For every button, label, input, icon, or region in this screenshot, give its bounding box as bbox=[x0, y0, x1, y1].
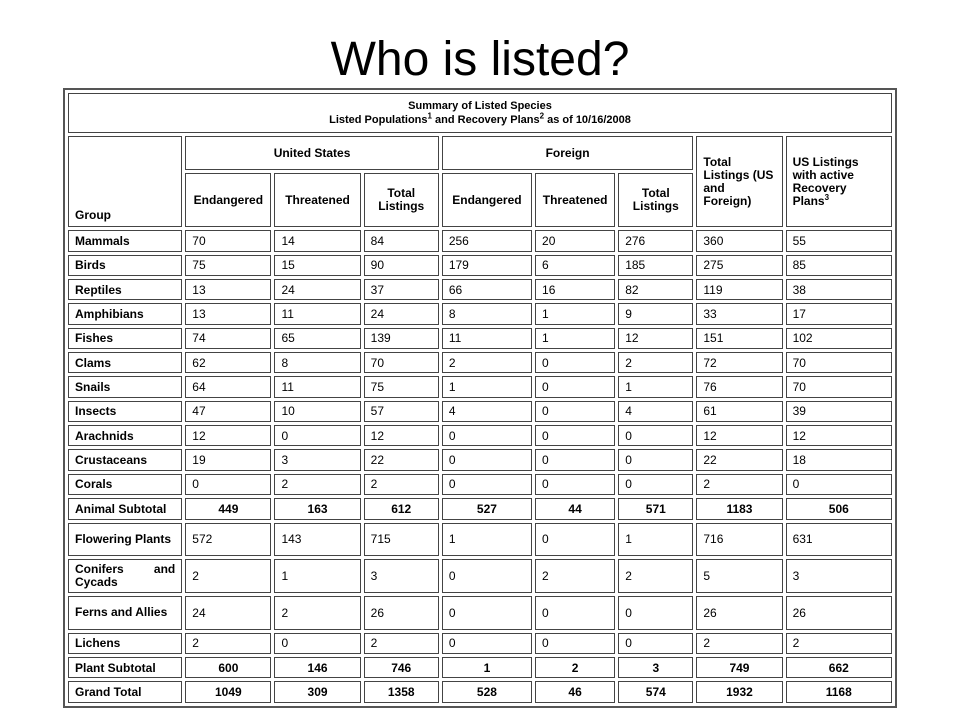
table-cell: 746 bbox=[364, 657, 439, 678]
table-cell: 44 bbox=[535, 498, 615, 519]
row-group-label: Corals bbox=[68, 474, 182, 495]
table-cell: 1 bbox=[442, 376, 532, 397]
table-row bbox=[68, 449, 892, 470]
table-cell: 2 bbox=[185, 633, 271, 654]
table-cell: 82 bbox=[618, 279, 693, 300]
table-cell: 0 bbox=[442, 425, 532, 446]
table-cell: 0 bbox=[535, 425, 615, 446]
table-cell: 1 bbox=[535, 303, 615, 324]
table-cell: 2 bbox=[185, 559, 271, 593]
table-cell: 276 bbox=[618, 230, 693, 251]
table-cell: 1932 bbox=[696, 681, 782, 703]
table-cell: 24 bbox=[274, 279, 360, 300]
row-group-label: Snails bbox=[68, 376, 182, 397]
row-group-label: Animal Subtotal bbox=[68, 498, 182, 519]
table-row bbox=[68, 401, 892, 422]
table-row bbox=[68, 498, 892, 519]
table-cell: 26 bbox=[364, 596, 439, 630]
table-cell: 84 bbox=[364, 230, 439, 251]
table-cell: 22 bbox=[696, 449, 782, 470]
table-cell: 15 bbox=[274, 255, 360, 276]
table-row bbox=[68, 279, 892, 300]
table-cell: 1 bbox=[442, 523, 532, 557]
table-cell: 256 bbox=[442, 230, 532, 251]
table-cell: 57 bbox=[364, 401, 439, 422]
table-cell: 0 bbox=[786, 474, 892, 495]
row-group-label: Grand Total bbox=[68, 681, 182, 703]
table-cell: 0 bbox=[442, 474, 532, 495]
table-cell: 1358 bbox=[364, 681, 439, 703]
table-cell: 76 bbox=[696, 376, 782, 397]
table-cell: 66 bbox=[442, 279, 532, 300]
table-cell: 2 bbox=[786, 633, 892, 654]
table-cell: 3 bbox=[364, 559, 439, 593]
table-caption bbox=[68, 93, 892, 133]
row-group-label: Plant Subtotal bbox=[68, 657, 182, 678]
table-cell: 6 bbox=[535, 255, 615, 276]
row-group-label: Ferns and Allies bbox=[68, 596, 182, 630]
table-cell: 2 bbox=[442, 352, 532, 373]
table-cell: 3 bbox=[786, 559, 892, 593]
table-cell: 20 bbox=[535, 230, 615, 251]
table-cell: 18 bbox=[786, 449, 892, 470]
table-cell: 55 bbox=[786, 230, 892, 251]
table-cell: 2 bbox=[618, 559, 693, 593]
table-cell: 47 bbox=[185, 401, 271, 422]
table-cell: 4 bbox=[618, 401, 693, 422]
table-cell: 449 bbox=[185, 498, 271, 519]
table-cell: 0 bbox=[618, 474, 693, 495]
table-cell: 0 bbox=[618, 596, 693, 630]
table-row bbox=[68, 230, 892, 251]
table-cell: 62 bbox=[185, 352, 271, 373]
table-cell: 12 bbox=[364, 425, 439, 446]
row-group-label: Insects bbox=[68, 401, 182, 422]
table-cell: 143 bbox=[274, 523, 360, 557]
table-cell: 37 bbox=[364, 279, 439, 300]
table-cell: 2 bbox=[696, 633, 782, 654]
row-group-label: Crustaceans bbox=[68, 449, 182, 470]
table-cell: 13 bbox=[185, 279, 271, 300]
table-cell: 2 bbox=[696, 474, 782, 495]
table-cell: 2 bbox=[274, 474, 360, 495]
header-foreign-endangered: Endangered bbox=[442, 173, 532, 227]
table-cell: 19 bbox=[185, 449, 271, 470]
table-cell: 3 bbox=[618, 657, 693, 678]
table-cell: 9 bbox=[618, 303, 693, 324]
listed-species-table bbox=[65, 90, 895, 706]
table-cell: 0 bbox=[535, 633, 615, 654]
table-cell: 0 bbox=[535, 376, 615, 397]
table-cell: 571 bbox=[618, 498, 693, 519]
row-group-label: Conifers and Cycads bbox=[68, 559, 182, 593]
table-cell: 11 bbox=[274, 376, 360, 397]
table-cell: 2 bbox=[364, 633, 439, 654]
header-foreign: Foreign bbox=[442, 136, 694, 170]
table-cell: 716 bbox=[696, 523, 782, 557]
table-cell: 3 bbox=[274, 449, 360, 470]
table-cell: 2 bbox=[618, 352, 693, 373]
table-cell: 0 bbox=[442, 449, 532, 470]
table-cell: 10 bbox=[274, 401, 360, 422]
table-cell: 715 bbox=[364, 523, 439, 557]
table-cell: 0 bbox=[618, 425, 693, 446]
table-cell: 22 bbox=[364, 449, 439, 470]
table-cell: 33 bbox=[696, 303, 782, 324]
row-group-label: Birds bbox=[68, 255, 182, 276]
table-row bbox=[68, 425, 892, 446]
table-cell: 0 bbox=[535, 523, 615, 557]
table-row bbox=[68, 474, 892, 495]
table-row bbox=[68, 523, 892, 557]
table-cell: 1 bbox=[274, 559, 360, 593]
table-cell: 1 bbox=[618, 376, 693, 397]
table-cell: 2 bbox=[535, 657, 615, 678]
table-cell: 119 bbox=[696, 279, 782, 300]
table-cell: 185 bbox=[618, 255, 693, 276]
table-row bbox=[68, 352, 892, 373]
table-cell: 572 bbox=[185, 523, 271, 557]
table-cell: 309 bbox=[274, 681, 360, 703]
table-row bbox=[68, 633, 892, 654]
table-cell: 0 bbox=[442, 633, 532, 654]
row-group-label: Clams bbox=[68, 352, 182, 373]
table-cell: 612 bbox=[364, 498, 439, 519]
table-cell: 75 bbox=[364, 376, 439, 397]
table-cell: 24 bbox=[364, 303, 439, 324]
header-group: Group bbox=[68, 136, 182, 227]
table-cell: 1183 bbox=[696, 498, 782, 519]
table-cell: 0 bbox=[442, 559, 532, 593]
table-row bbox=[68, 376, 892, 397]
table-cell: 1 bbox=[535, 328, 615, 349]
table-cell: 90 bbox=[364, 255, 439, 276]
table-cell: 0 bbox=[274, 425, 360, 446]
header-united-states: United States bbox=[185, 136, 439, 170]
header-foreign-total: Total Listings bbox=[618, 173, 693, 227]
table-cell: 38 bbox=[786, 279, 892, 300]
row-group-label: Reptiles bbox=[68, 279, 182, 300]
row-group-label: Amphibians bbox=[68, 303, 182, 324]
table-cell: 11 bbox=[274, 303, 360, 324]
table-cell: 0 bbox=[535, 449, 615, 470]
table-cell: 8 bbox=[274, 352, 360, 373]
table-row bbox=[68, 303, 892, 324]
table-cell: 12 bbox=[185, 425, 271, 446]
table-cell: 2 bbox=[364, 474, 439, 495]
table-cell: 12 bbox=[696, 425, 782, 446]
table-cell: 0 bbox=[185, 474, 271, 495]
slide-title: Who is listed? bbox=[330, 33, 630, 86]
table-cell: 528 bbox=[442, 681, 532, 703]
row-group-label: Fishes bbox=[68, 328, 182, 349]
table-row bbox=[68, 328, 892, 349]
row-group-label: Lichens bbox=[68, 633, 182, 654]
table-row bbox=[68, 596, 892, 630]
table-cell: 4 bbox=[442, 401, 532, 422]
table-cell: 14 bbox=[274, 230, 360, 251]
table-cell: 13 bbox=[185, 303, 271, 324]
table-cell: 1 bbox=[442, 657, 532, 678]
table-cell: 1168 bbox=[786, 681, 892, 703]
table-cell: 65 bbox=[274, 328, 360, 349]
table-cell: 74 bbox=[185, 328, 271, 349]
table-cell: 2 bbox=[535, 559, 615, 593]
row-group-label: Mammals bbox=[68, 230, 182, 251]
table-row bbox=[68, 255, 892, 276]
table-cell: 631 bbox=[786, 523, 892, 557]
header-foreign-threatened: Threatened bbox=[535, 173, 615, 227]
table-cell: 2 bbox=[274, 596, 360, 630]
table-cell: 11 bbox=[442, 328, 532, 349]
header-us-threatened: Threatened bbox=[274, 173, 360, 227]
table-cell: 0 bbox=[618, 449, 693, 470]
table-cell: 360 bbox=[696, 230, 782, 251]
table-cell: 506 bbox=[786, 498, 892, 519]
table-cell: 163 bbox=[274, 498, 360, 519]
species-summary-table bbox=[63, 88, 897, 708]
table-cell: 574 bbox=[618, 681, 693, 703]
row-group-label: Flowering Plants bbox=[68, 523, 182, 557]
table-cell: 139 bbox=[364, 328, 439, 349]
table-cell: 75 bbox=[185, 255, 271, 276]
table-cell: 39 bbox=[786, 401, 892, 422]
caption-title: Summary of Listed Species bbox=[408, 100, 552, 113]
table-cell: 70 bbox=[786, 376, 892, 397]
table-cell: 70 bbox=[364, 352, 439, 373]
header-us-total: Total Listings bbox=[364, 173, 439, 227]
table-row bbox=[68, 681, 892, 703]
row-group-label: Arachnids bbox=[68, 425, 182, 446]
table-cell: 0 bbox=[618, 633, 693, 654]
table-row bbox=[68, 559, 892, 593]
table-cell: 151 bbox=[696, 328, 782, 349]
table-cell: 1 bbox=[618, 523, 693, 557]
table-cell: 1049 bbox=[185, 681, 271, 703]
table-cell: 26 bbox=[696, 596, 782, 630]
table-cell: 749 bbox=[696, 657, 782, 678]
table-cell: 0 bbox=[535, 474, 615, 495]
table-cell: 662 bbox=[786, 657, 892, 678]
table-cell: 0 bbox=[535, 596, 615, 630]
table-cell: 179 bbox=[442, 255, 532, 276]
table-cell: 70 bbox=[786, 352, 892, 373]
table-cell: 102 bbox=[786, 328, 892, 349]
table-cell: 0 bbox=[535, 401, 615, 422]
table-cell: 527 bbox=[442, 498, 532, 519]
caption-subtitle: Listed Populations$^1$ and Recovery Plans$^2$ as of 10/16/2008 bbox=[329, 111, 631, 127]
table-cell: 46 bbox=[535, 681, 615, 703]
table-cell: 12 bbox=[618, 328, 693, 349]
table-cell: 85 bbox=[786, 255, 892, 276]
header-total-listings: Total Listings (US and Foreign) bbox=[696, 136, 782, 227]
table-row bbox=[68, 657, 892, 678]
table-cell: 26 bbox=[786, 596, 892, 630]
table-cell: 70 bbox=[185, 230, 271, 251]
table-cell: 0 bbox=[274, 633, 360, 654]
header-us-endangered: Endangered bbox=[185, 173, 271, 227]
header-recovery-plans: US Listings with active Recovery Plans$^3$ bbox=[786, 136, 892, 227]
table-cell: 0 bbox=[442, 596, 532, 630]
table-cell: 16 bbox=[535, 279, 615, 300]
table-cell: 8 bbox=[442, 303, 532, 324]
table-cell: 275 bbox=[696, 255, 782, 276]
table-cell: 24 bbox=[185, 596, 271, 630]
table-cell: 600 bbox=[185, 657, 271, 678]
table-cell: 146 bbox=[274, 657, 360, 678]
table-cell: 61 bbox=[696, 401, 782, 422]
table-cell: 17 bbox=[786, 303, 892, 324]
table-cell: 0 bbox=[535, 352, 615, 373]
table-cell: 12 bbox=[786, 425, 892, 446]
table-cell: 72 bbox=[696, 352, 782, 373]
table-cell: 64 bbox=[185, 376, 271, 397]
table-cell: 5 bbox=[696, 559, 782, 593]
